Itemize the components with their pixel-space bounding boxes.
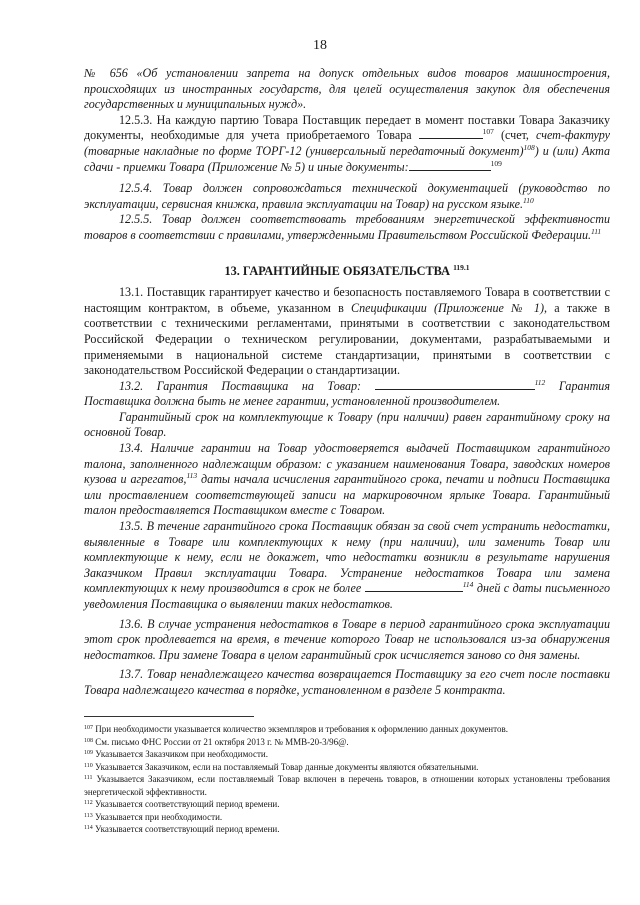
footnote: $^{110}$ Указывается Заказчиком, если на поставляемый Товар данные документы являются обязательными. [84, 761, 479, 772]
footnote: $^{107}$ При необходимости указывается количество экземпляров и требования к оформлению данных документов. [84, 724, 508, 734]
paragraph-13-4: 13.4. Наличие гарантии на Товар удостоверяется выдачей Поставщиком гарантийного талона, заполненного надлежащим образом: с указанием наименования Товара, заводских номеров кузова и агрегатов,$^{113}$ даты начала исчисления гарантийного срока, печати и подписи Поставщика или проставлением соответствующей записи на маркировочном ярлыке Товара. Гарантийный талон предоставляется Поставщиком вместе с Товаром. [84, 441, 610, 518]
footnote-separator [84, 716, 254, 717]
footnotes [84, 723, 610, 836]
footnote-ref: 114 [462, 580, 474, 590]
footnote-ref: 111 [591, 226, 602, 236]
footnote-ref: 109 [490, 158, 502, 168]
fill-in-blank [409, 160, 491, 171]
paragraph-13-6: 13.6. В случае устранения недостатков в Товаре в период гарантийного срока эксплуатации этот срок продлевается на время, в течение которого Товар не использовался из-за обнаружения недостатков. При замене Товара в целом гарантийный срок исчисляется заново со дня замены. [84, 616, 610, 662]
paragraph-continuation: № 656 «Об установлении запрета на допуск отдельных видов товаров машиностроения, происходящих из иностранных государств, для целей осуществления закупок для обеспечения государственных и муниципальных нужд». [84, 66, 610, 112]
paragraph-13-1: 13.1. Поставщик гарантирует качество и безопасность поставляемого Товара в соответствии с настоящим контрактом, в объеме, указанном в Спецификации (Приложение № 1), а также в соответствии с техническими регламентами, принятыми в соответствии с законодательством Российской Федерации о техническом регулировании, документами, разрабатываемыми и применяемыми в национальной системе стандартизации, принятыми в соответствии с законодательством Российской Федерации о стандартизации. [84, 285, 610, 378]
section-heading: 13. ГАРАНТИЙНЫЕ ОБЯЗАТЕЛЬСТВА $^{119.1}$ [224, 262, 470, 278]
footnote-ref: 108 [523, 142, 535, 152]
footnote-ref: 110 [523, 195, 534, 205]
footnote-ref: 107 [482, 127, 494, 137]
paragraph-12-5-5: 12.5.5. Товар должен соответствовать требованиям энергетической эффективности товаров в соответствии с правилами, утвержденными Правительством Российской Федерации.$^{111}$ [84, 212, 610, 242]
paragraph-13-2: 13.2. Гарантия Поставщика на Товар: $^{112}$ Гарантия Поставщика должна быть не менее гарантии, установленной производителем. [84, 377, 610, 409]
footnote-ref: 113 [186, 471, 198, 481]
footnote: $^{114}$ Указывается соответствующий период времени. [84, 824, 280, 834]
page-number: 18 [313, 38, 327, 53]
paragraph-13-5: 13.5. В течение гарантийного срока Поставщик обязан за свой счет устранить недостатки, выявленные в Товаре или комплектующих к нему (при наличии), или заменить Товар или комплектующие к нему, если не докажет, что недостатки возникли в результате нарушения Заказчиком Правил эксплуатации Товара. Устранение недостатков Товара или замена комплектующих к нему производится в срок не более $^{114}$ дней с даты письменного уведомления Поставщика о выявлении таких недостатков. [84, 519, 610, 611]
fill-in-blank [419, 128, 483, 139]
footnote: $^{112}$ Указывается соответствующий период времени. [84, 799, 280, 809]
fill-in-blank [365, 581, 463, 592]
footnote: $^{108}$ См. письмо ФНС России от 21 октября 2013 г. № ММВ-20-3/96@. [84, 736, 349, 747]
paragraph-13-3: Гарантийный срок на комплектующие к Товару (при наличии) равен гарантийному сроку на основной Товар. [84, 409, 610, 440]
footnote: $^{111}$ Указывается Заказчиком, если поставляемый Товар включен в перечень товаров, в отношении которых установлены требования энергетической эффективности. [84, 774, 610, 797]
footnote-ref: 119.1 [453, 262, 470, 272]
document-body [84, 66, 610, 699]
paragraph-13-7: 13.7. Товар ненадлежащего качества возвращается Поставщику за его счет после поставки Товара надлежащего качества в порядке, установленном в разделе 5 контракта. [84, 667, 610, 697]
footnote: $^{109}$ Указывается Заказчиком при необходимости. [84, 749, 268, 759]
paragraph-12-5-4: 12.5.4. Товар должен сопровождаться технической документацией (руководство по эксплуатации, сервисная книжка, правила эксплуатации на Товар) на русском языке.$^{110}$ [84, 181, 610, 211]
fill-in-blank [375, 379, 535, 390]
footnote-ref: 112 [534, 377, 546, 387]
paragraph-12-5-3: 12.5.3. На каждую партию Товара Поставщик передает в момент поставки Товара Заказчику документы, необходимые для учета приобретаемого Товара $^{107}$ (счет, счет-фактуру (товарные накладные по форме ТОРГ-12 (универсальный передаточный документ)$^{108}$) и (или) Акта сдачи - приемки Товара (Приложение № 5) и иные документы: $^{109}$ [84, 112, 610, 174]
footnote: $^{113}$ Указывается при необходимости. [84, 811, 223, 822]
